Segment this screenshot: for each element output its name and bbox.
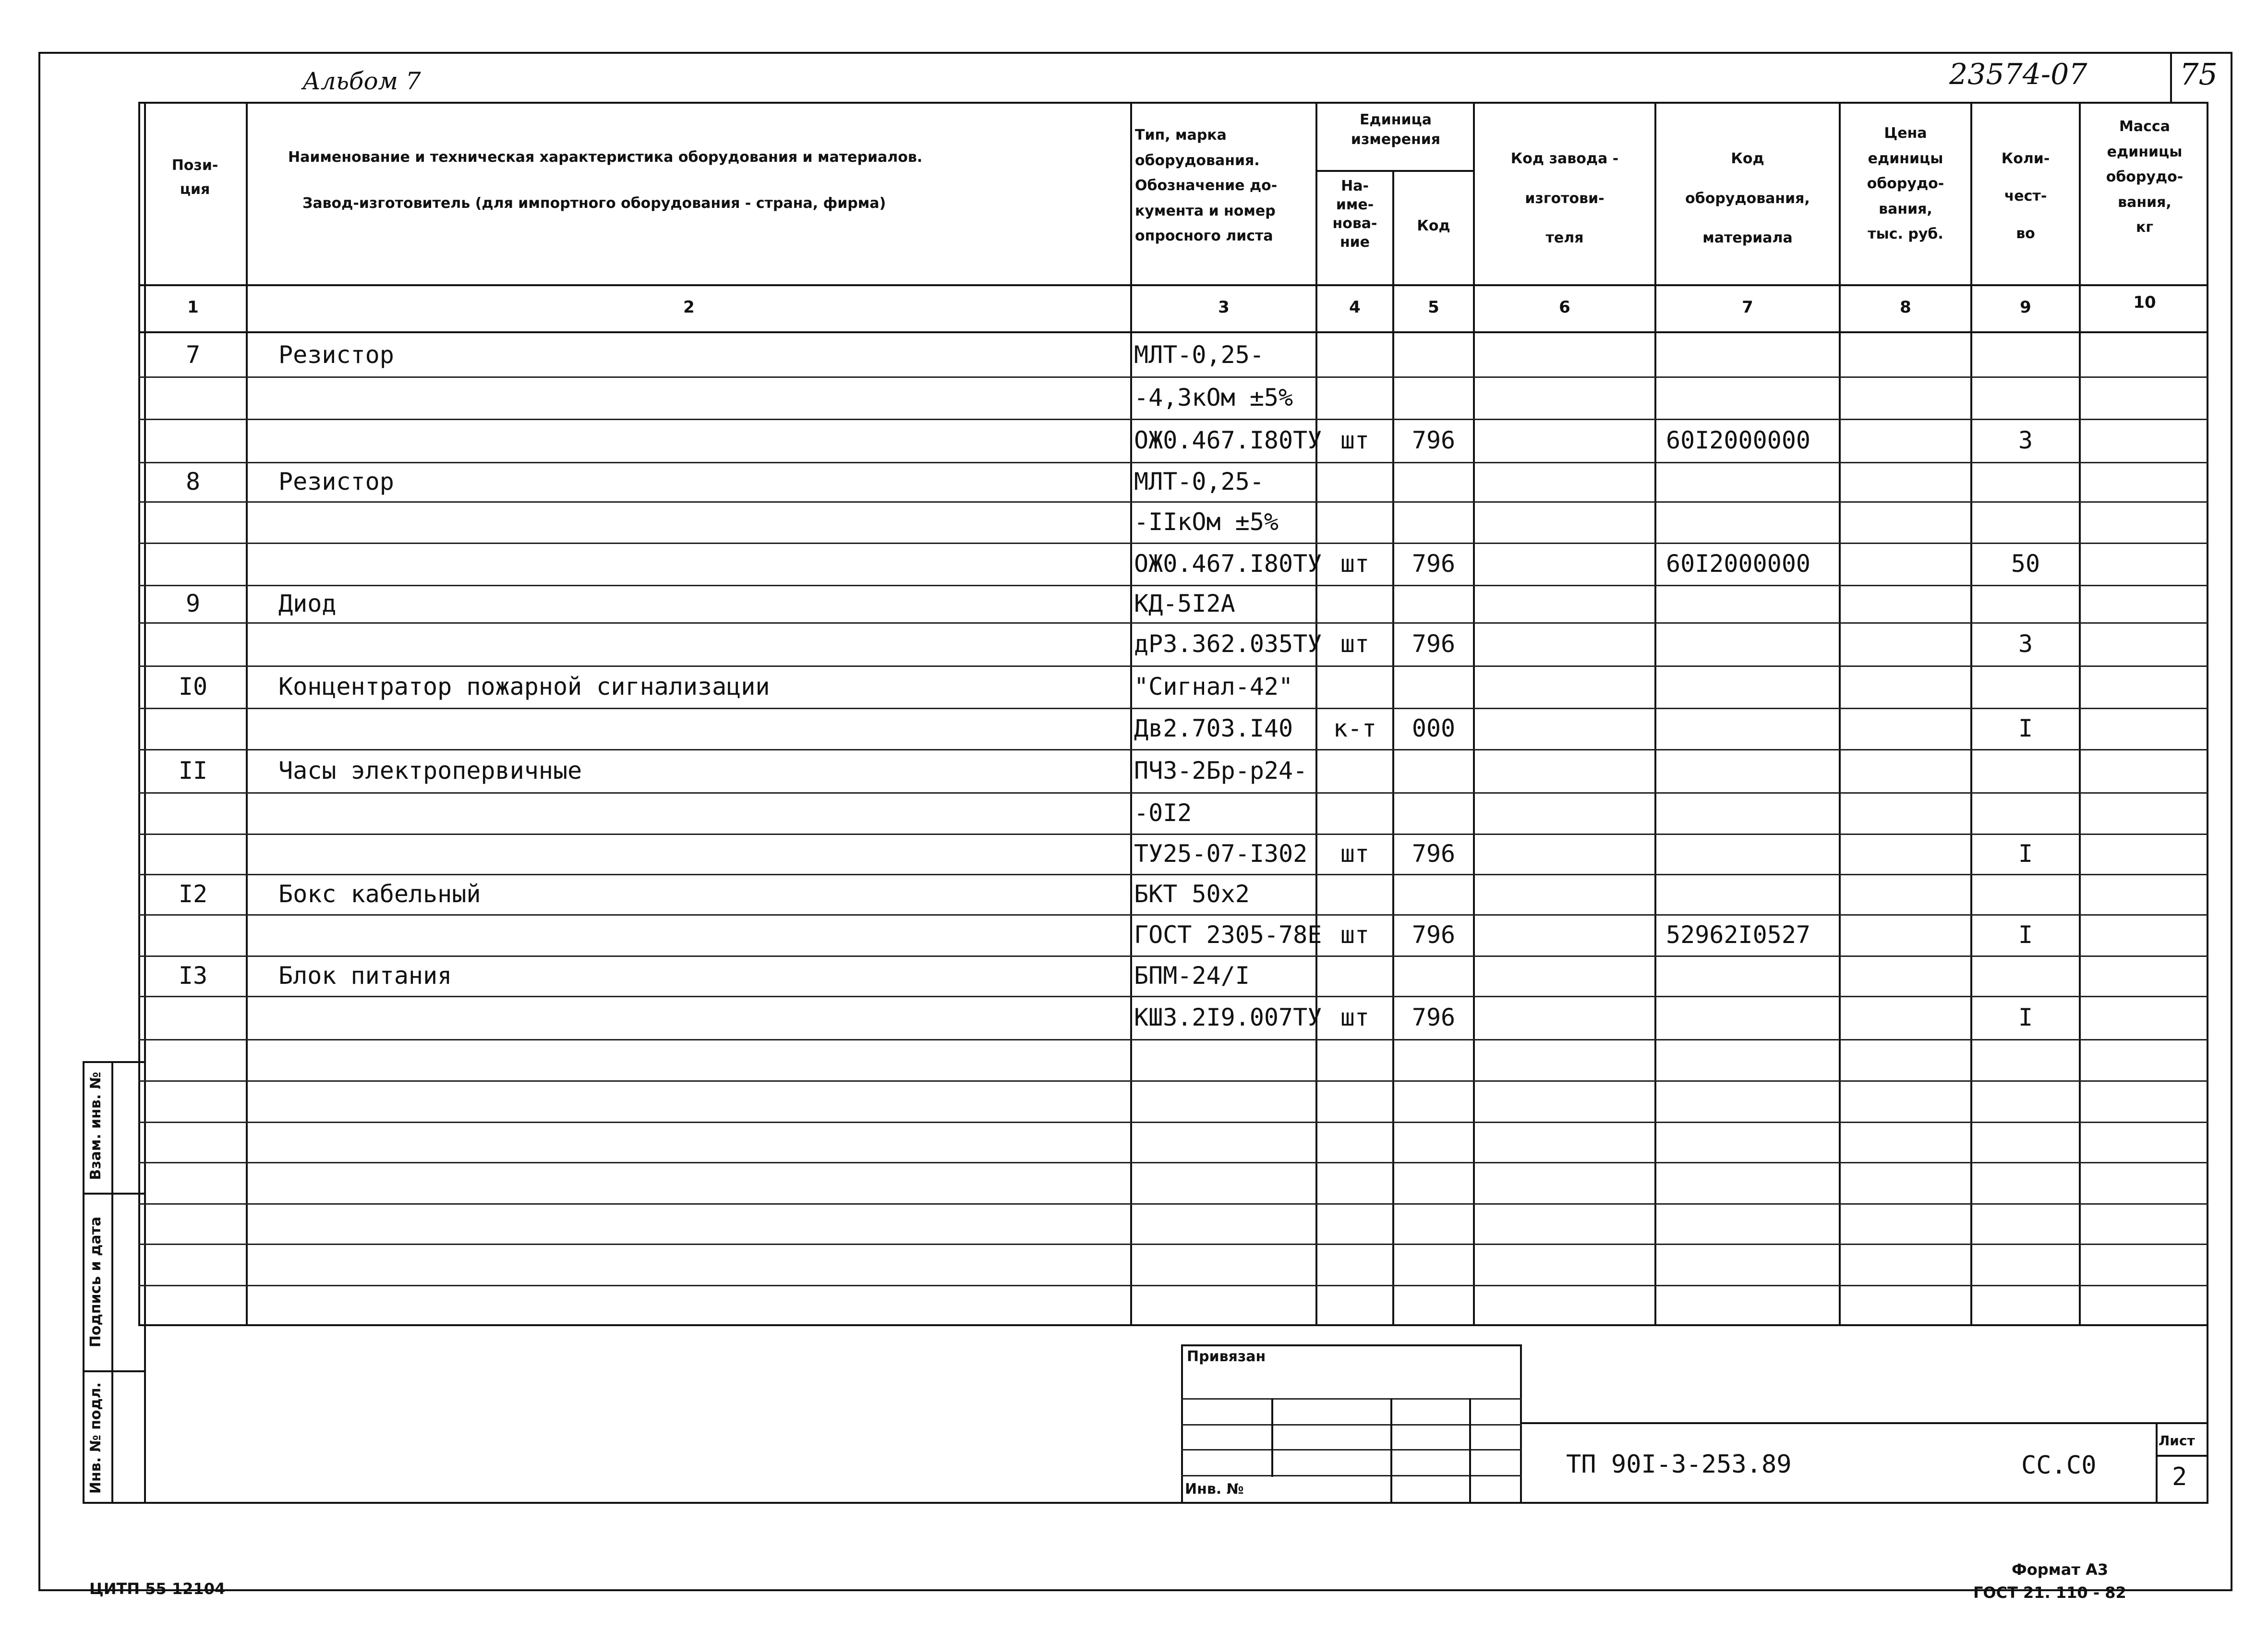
cell-type: ОЖ0.467.I80ТУ (1134, 550, 1322, 578)
cell-name: Резистор (278, 468, 394, 496)
col-line-4 (1392, 170, 1394, 1326)
colnum-2: 2 (683, 298, 695, 317)
header-type: Тип, марка оборудования. Обозначение до- кумента и номер опросного листа (1135, 127, 1278, 244)
table-row-line (138, 419, 2208, 420)
header-equipment-code: Код оборудования, материала (1685, 150, 1810, 246)
cell-name: Диод (278, 590, 337, 617)
colnum-bottom-line (138, 331, 2208, 333)
album-label: Альбом 7 (302, 67, 421, 95)
table-row-line (138, 996, 2208, 997)
cell-unit-name: шт (1340, 840, 1370, 868)
table-row-line (138, 622, 2208, 624)
table-row-line (138, 665, 2208, 667)
cell-type: БКТ 50х2 (1134, 880, 1250, 908)
table-row-line (138, 834, 2208, 835)
cell-type: КШ3.2I9.007ТУ (1134, 1003, 1322, 1031)
title-top-line (1522, 1422, 2208, 1424)
header-bottom-line (138, 284, 2208, 286)
page-corner-number: 75 (2180, 57, 2218, 92)
cell-position: 8 (185, 468, 201, 496)
cell-position: II (178, 757, 208, 785)
cell-type: ТУ25-07-I302 (1134, 840, 1308, 868)
table-row-line (138, 1039, 2208, 1040)
cell-type: -4,3кОм ±5% (1134, 384, 1293, 411)
footer-gost: ГОСТ 21. 110 - 82 (1973, 1584, 2126, 1602)
cell-name: Блок питания (278, 962, 452, 990)
header-plant-code: Код завода - изготови- теля (1510, 150, 1619, 246)
cell-unit-code: 796 (1411, 921, 1456, 949)
sheet-box-line (2156, 1455, 2208, 1457)
cell-unit-name: шт (1340, 426, 1370, 454)
cell-type: -IIкОм ±5% (1134, 508, 1279, 536)
table-row-line (138, 1285, 2208, 1286)
project-designation: ТП 90I-3-253.89 (1566, 1450, 1792, 1479)
table-row-line (138, 462, 2208, 463)
col-line-9 (2079, 102, 2081, 1326)
cell-name: Резистор (278, 341, 394, 369)
cell-type: Дв2.703.I40 (1134, 714, 1293, 742)
colnum-10: 10 (2133, 293, 2156, 312)
binding-inv-label: Инв. № (1185, 1481, 1244, 1498)
unit-subheader-line (1315, 170, 1474, 172)
binding-col-1 (1271, 1398, 1273, 1477)
cell-equipment-code: 60I2000000 (1666, 426, 1811, 454)
cell-type: -0I2 (1134, 799, 1192, 827)
header-mass: Масса единицы оборудо- вания, кг (2106, 118, 2184, 236)
cell-type: КД-5I2А (1134, 590, 1235, 617)
cell-type: МЛТ-0,25- (1134, 468, 1264, 496)
document-mark: СС.С0 (2021, 1451, 2097, 1480)
cell-position: 9 (185, 590, 201, 617)
header-price: Цена единицы оборудо- вания, тыс. руб. (1867, 125, 1944, 242)
cell-unit-name: шт (1340, 630, 1370, 658)
colnum-6: 6 (1559, 298, 1570, 317)
cell-unit-code: 000 (1411, 714, 1456, 742)
table-row-line (138, 792, 2208, 794)
cell-type: БПМ-24/I (1134, 962, 1250, 990)
cell-type: "Сигнал-42" (1134, 673, 1293, 701)
cell-type: ПЧЗ-2Бр-р24- (1134, 757, 1308, 785)
colnum-4: 4 (1349, 298, 1361, 317)
table-row-line (138, 1162, 2208, 1163)
cell-unit-name: шт (1340, 1003, 1370, 1031)
table-row-line (138, 585, 2208, 586)
cell-equipment-code: 60I2000000 (1666, 550, 1811, 578)
cell-type: дР3.362.035ТУ (1134, 630, 1322, 658)
cell-unit-code: 796 (1411, 550, 1456, 578)
cell-unit-name: шт (1340, 550, 1370, 578)
cell-quantity: I (2018, 840, 2033, 868)
header-unit-code: Код (1417, 218, 1450, 234)
colnum-9: 9 (2020, 298, 2031, 317)
side-stamp-line-1 (83, 1193, 144, 1195)
cell-position: I0 (178, 673, 208, 701)
table-row-line (138, 1122, 2208, 1123)
table-row-line (138, 376, 2208, 378)
col-line-2 (1130, 102, 1132, 1326)
table-row-line (138, 1244, 2208, 1245)
sheet-box-divider (2156, 1422, 2158, 1504)
cell-quantity: 50 (2011, 550, 2040, 578)
table-row-line (138, 955, 2208, 957)
cell-quantity: 3 (2018, 630, 2033, 658)
colnum-1: 1 (187, 298, 199, 317)
cell-type: МЛТ-0,25- (1134, 341, 1264, 369)
cell-quantity: 3 (2018, 426, 2033, 454)
table-row-line (138, 501, 2208, 503)
cell-quantity: I (2018, 1003, 2033, 1031)
cell-name: Концентратор пожарной сигнализации (278, 673, 770, 701)
header-unit-group: Единица измерения (1351, 111, 1441, 148)
binding-col-3 (1469, 1398, 1471, 1504)
side-stamp-divider (111, 1061, 113, 1504)
cell-type: ОЖ0.467.I80ТУ (1134, 426, 1322, 454)
sheet-number: 2 (2172, 1463, 2187, 1491)
colnum-8: 8 (1900, 298, 1911, 317)
document-number: 23574-07 (1949, 58, 2087, 91)
col-line-7 (1839, 102, 1841, 1326)
cell-unit-code: 796 (1411, 840, 1456, 868)
sheet-label: Лист (2159, 1433, 2195, 1449)
cell-unit-code: 796 (1411, 630, 1456, 658)
table-row-line (138, 708, 2208, 709)
cell-name: Бокс кабельный (278, 880, 481, 908)
colnum-5: 5 (1428, 298, 1439, 317)
side-stamp-inv-original: Инв. № подл. (87, 1382, 104, 1494)
side-stamp-inv-replace: Взам. инв. № (87, 1072, 104, 1180)
table-row-line (138, 914, 2208, 916)
side-stamp-signature-date: Подпись и дата (87, 1216, 104, 1348)
table-row-line (138, 749, 2208, 750)
cell-quantity: I (2018, 714, 2033, 742)
colnum-7: 7 (1742, 298, 1753, 317)
cell-unit-name: шт (1340, 921, 1370, 949)
cell-type: ГОСТ 2305-78Е (1134, 921, 1322, 949)
cell-position: 7 (185, 341, 201, 369)
cell-unit-name: к-т (1333, 714, 1377, 742)
table-row-line (138, 1080, 2208, 1082)
table-row-line (138, 874, 2208, 875)
header-unit-name: На- име- нова- ние (1332, 178, 1377, 251)
header-name-line1: Наименование и техническая характеристика оборудования и материалов. (288, 149, 923, 166)
cell-name: Часы электропервичные (278, 757, 582, 785)
cell-quantity: I (2018, 921, 2033, 949)
col-line-6 (1654, 102, 1656, 1326)
binding-label: Привязан (1187, 1348, 1266, 1365)
col-line-1 (246, 102, 248, 1326)
binding-col-2 (1390, 1398, 1392, 1504)
cell-position: I3 (178, 962, 208, 990)
table-row-line (138, 543, 2208, 544)
cell-unit-code: 796 (1411, 426, 1456, 454)
table-row-line (138, 1203, 2208, 1205)
header-name-line2: Завод-изготовитель (для импортного оборудования - страна, фирма) (302, 195, 886, 212)
footer-code: ЦИТП 55 12104 (89, 1580, 226, 1598)
footer-format: Формат А3 (2012, 1560, 2109, 1579)
cell-position: I2 (178, 880, 208, 908)
cell-unit-code: 796 (1411, 1003, 1456, 1031)
col-line-5 (1473, 102, 1475, 1326)
header-quantity: Коли- чест- во (2001, 150, 2050, 242)
colnum-3: 3 (1218, 298, 1230, 317)
cell-equipment-code: 52962I0527 (1666, 921, 1811, 949)
header-position: Пози- ция (171, 157, 218, 198)
